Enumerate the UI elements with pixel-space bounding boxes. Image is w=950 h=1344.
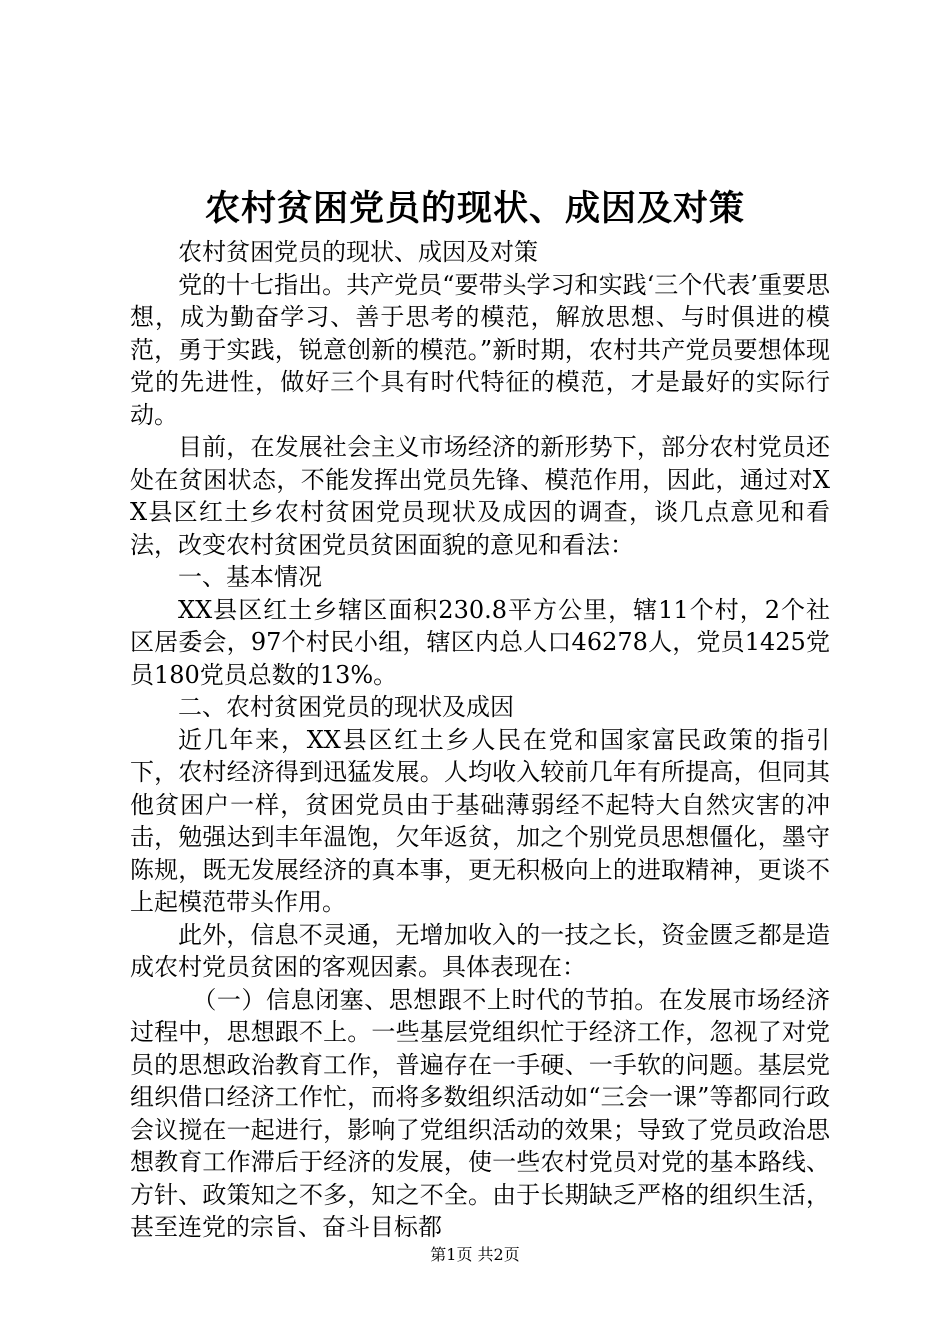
paragraph-objective-factors: 此外，信息不灵通，无增加收入的一技之长，资金匮乏都是造成农村党员贫困的客观因素。具体表现在： [130, 920, 830, 981]
paragraph-basic-info: XX县区红土乡辖区面积230.8平方公里，辖11个村，2个社区居委会，97个村民小组，辖区内总人口46278人，党员1425党员180党员总数的13%。 [130, 595, 830, 689]
paragraph-intro: 党的十七指出。共产党员“要带头学习和实践‘三个代表’重要思想，成为勤奋学习、善于思考的模范，解放思想、与时俱进的模范，勇于实践，锐意创新的模范。”新时期，农村共产党员要想体现党的先进性，做好三个具有时代特征的模范，才是最好的实际行动。 [130, 270, 830, 429]
section-heading-status-causes: 二、农村贫困党员的现状及成因 [178, 693, 514, 721]
paragraph-subsection-one: （一）信息闭塞、思想跟不上时代的节拍。在发展市场经济过程中，思想跟不上。一些基层党组织忙于经济工作，忽视了对党员的思想政治教育工作，普遍存在一手硬、一手软的问题。基层党组织借口经济工作忙，而将多数组织活动如“三会一课”等都同行政会议搅在一起进行，影响了党组织活动的效果；导致了党员政治思想教育工作滞后于经济的发展，使一些农村党员对党的基本路线、方针、政策知之不多，知之不全。由于长期缺乏严格的组织生活，甚至连党的宗旨、奋斗目标都 [130, 985, 830, 1241]
document-body [130, 236, 830, 1244]
paragraph-current-situation: 目前，在发展社会主义市场经济的新形势下，部分农村党员还处在贫困状态，不能发挥出党员先锋、模范作用，因此，通过对XX县区红土乡农村贫困党员现状及成因的调查，谈几点意见和看法，改变农村贫困党员贫困面貌的意见和看法： [130, 433, 830, 559]
document-title: 农村贫困党员的现状、成因及对策 [204, 188, 745, 229]
page-footer: 第1页 共2页 [430, 1245, 520, 1264]
paragraph-subtitle: 农村贫困党员的现状、成因及对策 [178, 238, 538, 266]
paragraph-recent-years: 近几年来，XX县区红土乡人民在党和国家富民政策的指引下，农村经济得到迅猛发展。人均收入较前几年有所提高，但同其他贫困户一样，贫困党员由于基础薄弱经不起特大自然灾害的冲击，勉强达到丰年温饱，欠年返贫，加之个别党员思想僵化，墨守陈规，既无发展经济的真本事，更无积极向上的进取精神，更谈不上起模范带头作用。 [130, 725, 830, 916]
section-heading-basic-info: 一、基本情况 [178, 563, 322, 591]
